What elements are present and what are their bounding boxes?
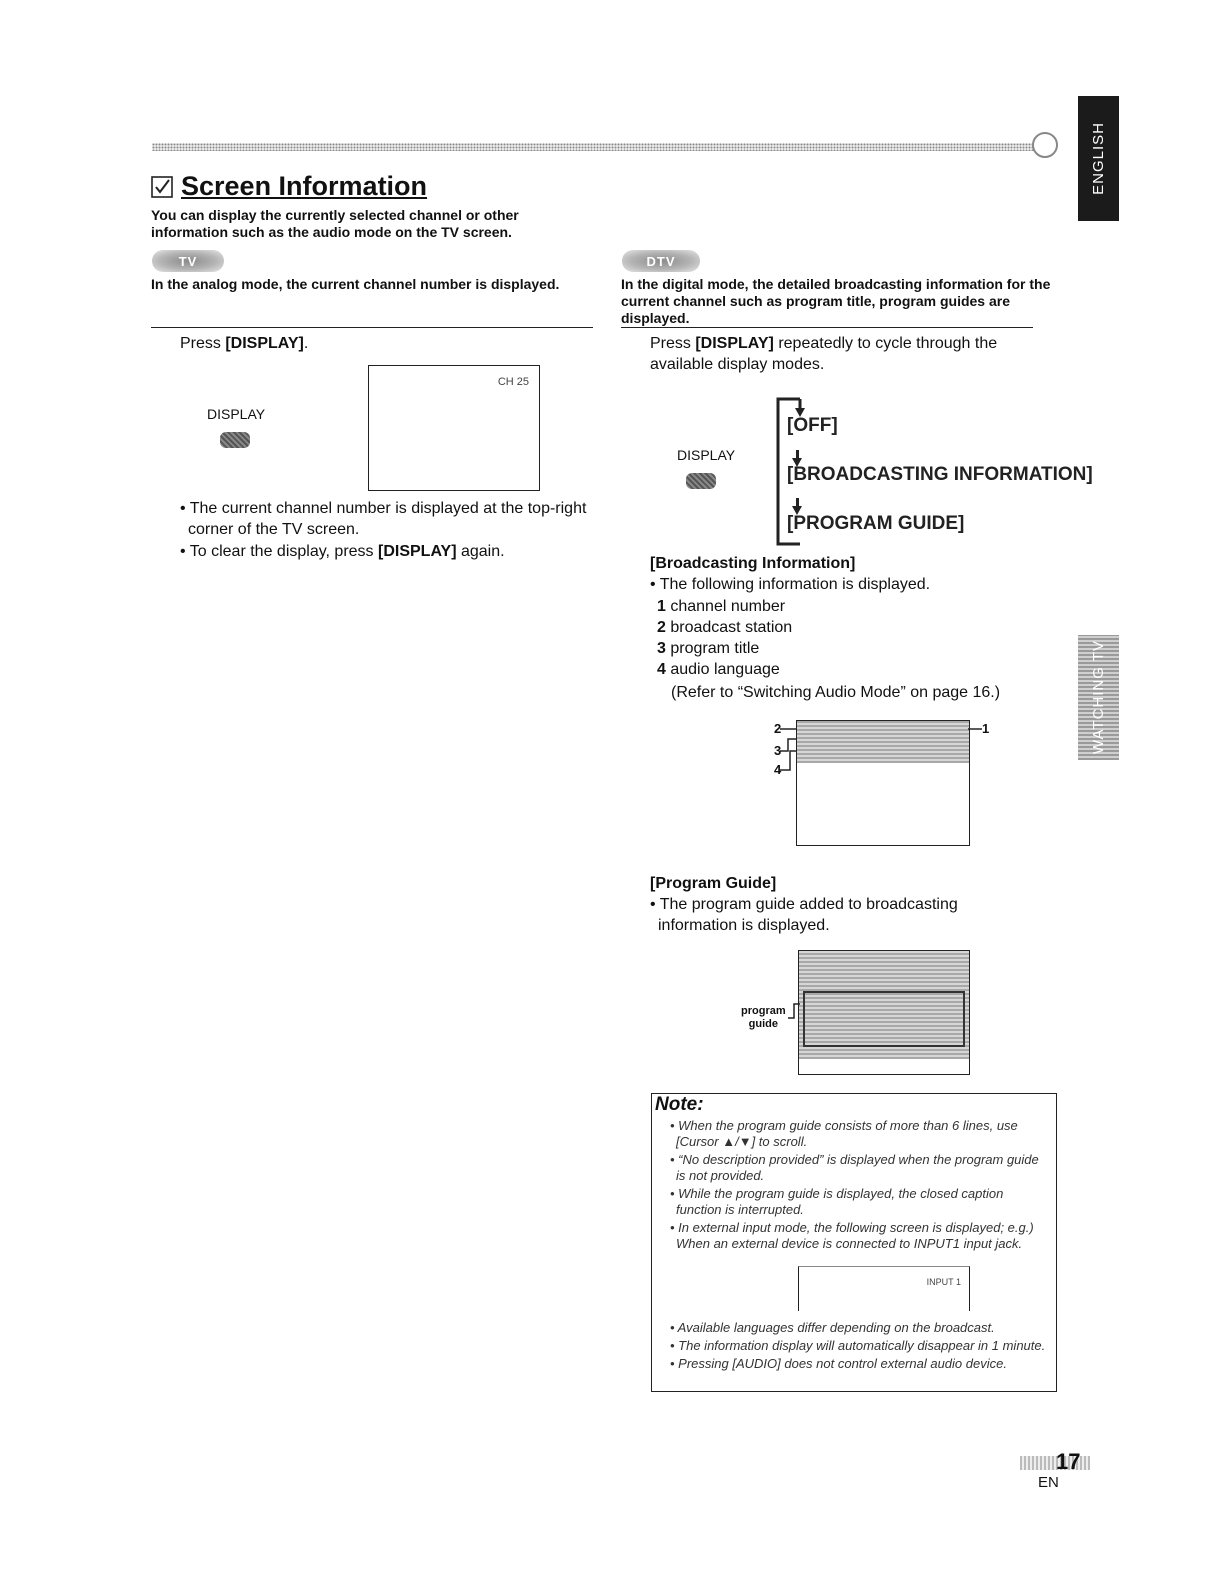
callout-2: 2: [774, 721, 782, 736]
tv-press-key: [DISPLAY]: [225, 335, 304, 352]
note-items-2: [670, 1320, 1046, 1372]
cycle-program-guide: [PROGRAM GUIDE]: [787, 513, 965, 534]
section-intro: You can display the currently selected channel or other information such as the audio mode on the TV screen.: [151, 207, 519, 240]
input-screen-label: INPUT 1: [926, 1277, 961, 1287]
checkbox-check-icon: [151, 176, 173, 198]
bi-item-num: 3: [657, 640, 666, 657]
cycle-broadcasting-information: [BROADCASTING INFORMATION]: [787, 464, 1093, 485]
bi-callout-lines: [770, 720, 995, 780]
tv-divider: [151, 327, 593, 328]
pg-heading: [Program Guide]: [650, 875, 777, 892]
note-item: • Available languages differ depending on the broadcast.: [670, 1320, 995, 1335]
bi-item-num: 1: [657, 598, 666, 615]
dtv-press-instruction: [650, 333, 1030, 375]
list-item: [657, 638, 792, 659]
callout-1: 1: [982, 721, 990, 736]
tv-display-label: DISPLAY: [207, 406, 266, 422]
tv-press-prefix: Press: [180, 335, 226, 352]
tv-display-button-icon: [220, 432, 250, 448]
pg-lead: • The program guide added to broadcasting information is displayed.: [650, 896, 958, 934]
dtv-mode-desc: In the digital mode, the detailed broadcasting information for the current channel such as program title, program guides are displayed.: [621, 276, 1051, 326]
tv-bullet2-key: [DISPLAY]: [378, 543, 457, 560]
note-item: • The information display will automatically disappear in 1 minute.: [670, 1338, 1046, 1353]
list-item: [657, 596, 792, 617]
bi-item-text: audio language: [665, 661, 780, 678]
pg-guide-box: [803, 991, 965, 1047]
tv-press-instruction: [180, 333, 308, 354]
tv-bullet-2: [180, 541, 580, 562]
english-tab-label: ENGLISH: [1090, 122, 1107, 195]
pg-label-line2: guide: [748, 1018, 778, 1030]
tv-bullet2-prefix: • To clear the display, press: [180, 543, 378, 560]
note-box: [651, 1093, 1057, 1392]
bi-item-text: channel number: [665, 598, 786, 615]
page-lang: EN: [1038, 1474, 1059, 1491]
page-number: 17: [1056, 1449, 1081, 1474]
tv-screen-channel: CH 25: [497, 376, 529, 388]
bi-lead: • The following information is displayed.: [650, 576, 931, 593]
dtv-press-key: [DISPLAY]: [695, 335, 774, 352]
bi-item-text: broadcast station: [665, 619, 793, 636]
list-item: [657, 617, 792, 638]
note-item: • Pressing [AUDIO] does not control external audio device.: [670, 1356, 1007, 1371]
tv-screen-illustration: [368, 365, 540, 491]
bi-item-num: 4: [657, 661, 666, 678]
tv-mode-desc: In the analog mode, the current channel number is displayed.: [151, 276, 560, 292]
list-item: [657, 659, 792, 680]
cycle-off: [OFF]: [787, 415, 838, 436]
dtv-press-prefix: Press: [650, 335, 696, 352]
dtv-display-label: DISPLAY: [677, 447, 736, 463]
dtv-mode-badge: DTV: [622, 250, 700, 272]
pg-label-line1: program: [741, 1005, 786, 1017]
bi-item-num: 2: [657, 619, 666, 636]
header-rule-end-circle: [1032, 132, 1058, 158]
english-side-tab: [1078, 96, 1119, 221]
note-item: • In external input mode, the following screen is displayed; e.g.) When an external device is connected to INPUT1 input jack.: [670, 1220, 1034, 1251]
dtv-press-suffix: repeatedly to cycle through the available display modes.: [650, 335, 998, 373]
section-title-row: [151, 171, 427, 202]
pg-label-pointer: [788, 1002, 802, 1022]
watching-tv-tab-label: WATCHING TV: [1090, 640, 1107, 755]
bi-reference: (Refer to “Switching Audio Mode” on page 16.): [671, 684, 1001, 701]
note-item: • While the program guide is displayed, the closed caption function is interrupted.: [670, 1186, 1004, 1217]
header-dotted-rule: [152, 143, 1042, 151]
bi-item-text: program title: [665, 640, 760, 657]
dtv-display-button-icon: [686, 473, 716, 489]
pg-label: [741, 1005, 786, 1031]
watching-tv-side-tab: [1078, 635, 1119, 760]
pg-screen-illustration: [798, 950, 970, 1075]
tv-press-suffix: .: [303, 335, 309, 352]
tv-mode-badge: TV: [152, 250, 224, 272]
bi-heading: [Broadcasting Information]: [650, 555, 856, 572]
note-items: [670, 1118, 1046, 1252]
bi-list: [657, 596, 792, 680]
note-item: • “No description provided” is displayed when the program guide is not provided.: [670, 1152, 1039, 1183]
note-item: • When the program guide consists of more than 6 lines, use [Cursor ▲/▼] to scroll.: [670, 1118, 1018, 1149]
callout-3: 3: [774, 743, 782, 758]
input-screen-illustration: [798, 1266, 970, 1311]
tv-bullet-1: • The current channel number is displayed at the top-right corner of the TV screen.: [180, 500, 587, 538]
dtv-divider: [621, 327, 1033, 328]
tv-bullet2-suffix: again.: [456, 543, 505, 560]
callout-4: 4: [774, 762, 782, 777]
note-title: Note:: [655, 1094, 704, 1115]
page-title: Screen Information: [181, 171, 428, 201]
